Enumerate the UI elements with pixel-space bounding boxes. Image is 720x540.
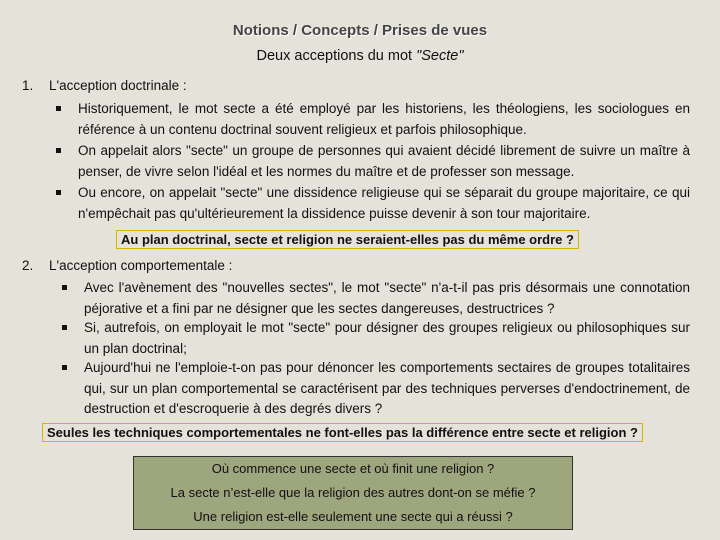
section-label: L'acception comportementale : (49, 258, 233, 273)
list-item (84, 318, 690, 359)
bullet-square-icon (62, 325, 67, 330)
subtitle-prefix: Deux acceptions du mot (256, 48, 417, 64)
final-question-1: Où commence une secte et où finit une religion ? (211, 461, 495, 476)
final-question-2: La secte n’est-elle que la religion des autres dont-on se méfie ? (170, 485, 536, 500)
section-number: 1. (22, 78, 34, 93)
bullet-square-icon (56, 106, 61, 111)
bullet-square-icon (56, 190, 61, 195)
bullet-square-icon (62, 365, 67, 370)
list-item (78, 99, 690, 140)
final-question-3: Une religion est-elle seulement une secte qui a réussi ? (193, 509, 513, 524)
bullet-square-icon (62, 285, 67, 290)
behavioral-question-box: Seules les techniques comportementales ne font-elles pas la différence entre secte et religion ? (42, 423, 643, 442)
bullet-text: Avec l'avènement des "nouvelles sectes", le mot "secte" n'a-t-il pas pris désormais une connotation péjorative et a fini par ne désigner que les sectes dangereuses, destructrices ? (84, 280, 690, 316)
list-item (78, 141, 690, 182)
subtitle-quoted-word: "Secte" (416, 48, 464, 64)
section-number: 2. (22, 258, 34, 273)
doctrinal-question-box: Au plan doctrinal, secte et religion ne seraient-elles pas du même ordre ? (116, 230, 579, 249)
page-title: Notions / Concepts / Prises de vues (232, 22, 488, 39)
final-questions-box (133, 456, 573, 530)
list-item (84, 278, 690, 319)
bullet-square-icon (56, 148, 61, 153)
bullet-text: On appelait alors "secte" un groupe de personnes qui avaient décidé librement de suivre un maître à penser, de vivre selon l'idéal et les normes du maître et de professer son message. (78, 143, 690, 179)
bullet-text: Ou encore, on appelait "secte" une dissidence religieuse qui se séparait du groupe majoritaire, ce qui n'empêchait pas qu'ultérieurement la dissidence puisse devenir à son tour majoritaire. (78, 185, 690, 221)
bullet-text: Aujourd'hui ne l'emploie-t-on pas pour dénoncer les comportements sectaires de groupes totalitaires qui, sur un plan comportemental se caractérisent par des techniques perverses d'endoctrinement, de destruction et d'escroquerie à des degrés divers ? (84, 360, 690, 416)
bullet-text: Si, autrefois, on employait le mot "secte" pour désigner des groupes religieux ou philosophiques sur un plan doctrinal; (84, 320, 690, 356)
list-item (84, 358, 690, 420)
bullet-text: Historiquement, le mot secte a été employé par les historiens, les théologiens, les sociologues en référence à un contenu doctrinal souvent religieux et parfois philosophique. (78, 101, 690, 137)
list-item (78, 183, 690, 224)
page-subtitle (0, 48, 720, 64)
section-label: L'acception doctrinale : (49, 78, 187, 93)
